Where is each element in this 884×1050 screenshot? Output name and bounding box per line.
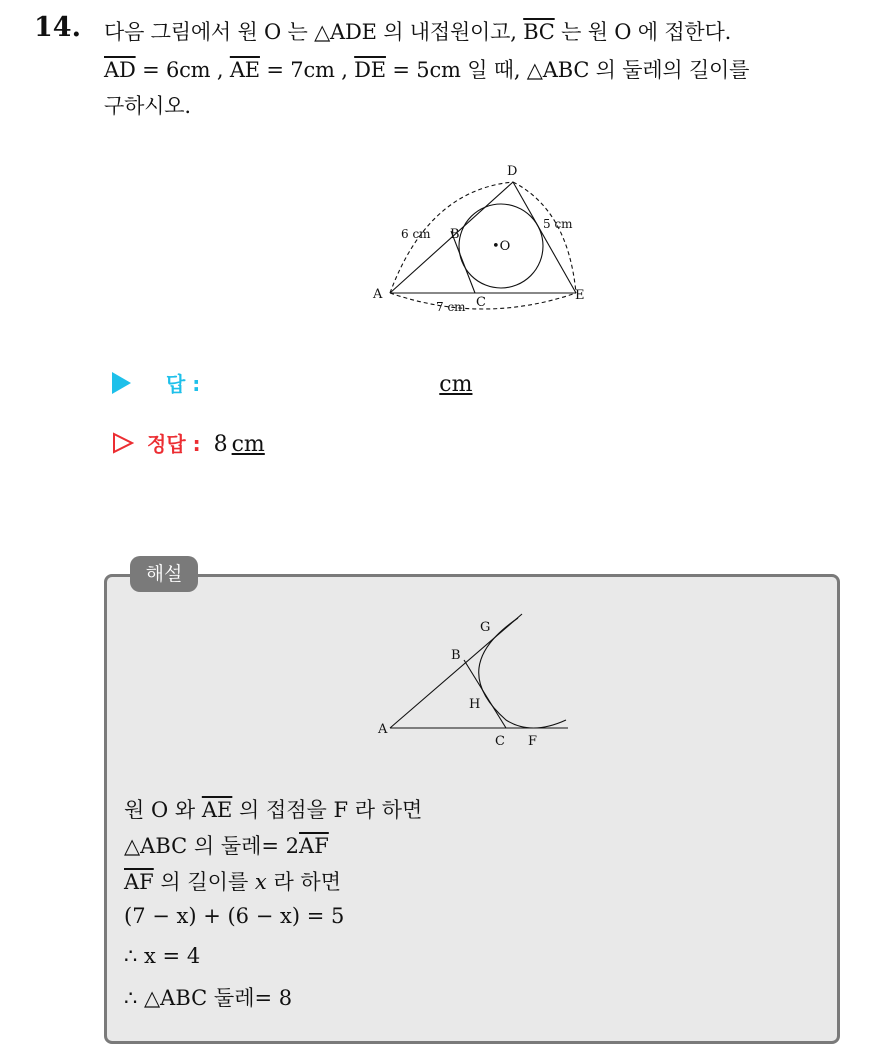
segment-af: $\overline{AF}$ xyxy=(299,834,329,858)
correct-answer-row xyxy=(112,428,265,457)
segment-ae: $\overline{AE}$ xyxy=(201,798,233,822)
question-line-1: 다음 그림에서 원 O 는 △ADE 의 내접원이고, $\overline{BC}$ 는 원 O 에 접한다. xyxy=(104,20,732,44)
label-7cm: 7 cm xyxy=(436,300,466,314)
segment-bc: $\overline{BC}$ xyxy=(523,20,555,44)
point-c: C xyxy=(495,734,505,749)
label-6cm: 6 cm xyxy=(401,227,431,241)
point-o: •O xyxy=(492,239,511,254)
solution-line-3: $\overline{AF}$ 의 길이를 x 라 하면 xyxy=(124,870,341,894)
point-d: D xyxy=(507,164,518,179)
segment-ae: $\overline{AE}$ xyxy=(229,58,260,82)
point-a: A xyxy=(378,722,388,737)
question-line-3: 구하시오. xyxy=(104,94,191,118)
point-h: H xyxy=(469,697,481,712)
variable-x: x xyxy=(254,870,267,894)
incircle-figure xyxy=(368,160,608,320)
point-b: B xyxy=(451,648,461,663)
circle-arc xyxy=(479,618,566,728)
label-5cm: 5 cm xyxy=(543,217,573,231)
segment-af: $\overline{AF}$ xyxy=(124,870,154,894)
point-f: F xyxy=(528,734,538,749)
solution-line-5: ∴ x = 4 xyxy=(124,944,201,968)
question-number: 14. xyxy=(34,12,81,43)
point-e: E xyxy=(575,288,585,303)
solution-line-6: ∴ △ABC 둘레= 8 xyxy=(124,986,293,1010)
point-b: B xyxy=(450,227,460,242)
solution-line-2: △ABC 의 둘레= $2\overline{AF}$ xyxy=(124,834,329,858)
correct-answer-label: 정답 : xyxy=(147,432,201,456)
solution-line-1: 원 O 와 $\overline{AE}$ 의 접점을 F 라 하면 xyxy=(124,798,423,822)
segment-ad: $\overline{AD}$ xyxy=(104,58,136,82)
point-a: A xyxy=(373,287,383,302)
correct-answer-value: 8 xyxy=(213,432,228,457)
explanation-tab: 해설 xyxy=(130,556,198,592)
segment-de: $\overline{DE}$ xyxy=(354,58,386,82)
tangent-figure xyxy=(376,612,576,750)
play-filled-icon xyxy=(112,372,131,394)
correct-answer-unit: cm xyxy=(231,432,265,457)
point-c: C xyxy=(476,295,486,310)
line-ag xyxy=(390,614,522,728)
answer-label: 답 : xyxy=(166,372,201,396)
solution-line-4: (7 − x) + (6 − x) = 5 xyxy=(124,904,345,928)
question-line-2: $\overline{AD} = 6cm$ , $\overline{AE} = 7cm$ , $\overline{DE} = 5cm$ 일 때, △ABC 의 둘레의 길이를 xyxy=(104,58,750,82)
play-outline-icon xyxy=(112,432,134,454)
answer-unit: cm xyxy=(439,372,473,397)
side-de xyxy=(513,182,576,293)
point-g: G xyxy=(480,620,491,635)
answer-row xyxy=(112,368,472,397)
